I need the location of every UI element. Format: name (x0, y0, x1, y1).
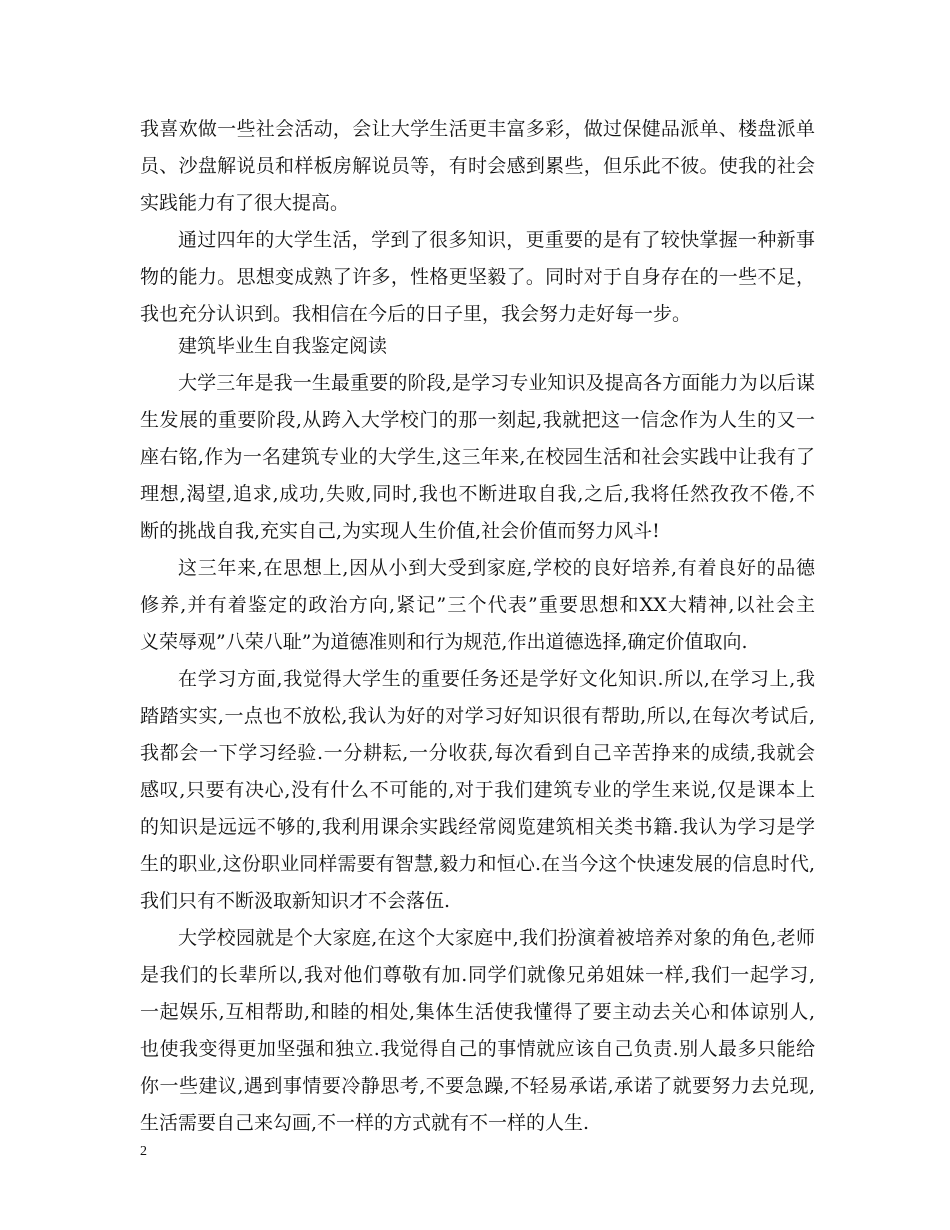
paragraph-line: 物的能力。思想变成熟了许多，性格更坚毅了。同时对于自身存在的一些不足， (140, 266, 815, 288)
paragraph-line: 我喜欢做一些社会活动，会让大学生活更丰富多彩，做过保健品派单、楼盘派单 (140, 118, 815, 140)
section-heading: 建筑毕业生自我鉴定阅读 (178, 335, 388, 357)
paragraph-line: 的知识是远远不够的,我利用课余实践经常阅览建筑相关类书籍.我认为学习是学 (140, 816, 815, 838)
paragraph-line: 你一些建议,遇到事情要冷静思考,不要急躁,不轻易承诺,承诺了就要努力去兑现, (140, 1075, 815, 1097)
paragraph-line: 我也充分认识到。我相信在今后的日子里，我会努力走好每一步。 (140, 303, 692, 325)
paragraph-line: 一起娱乐,互相帮助,和睦的相处,集体生活使我懂得了要主动去关心和体谅别人, (140, 1001, 815, 1023)
paragraph-line: 感叹,只要有决心,没有什么不可能的,对于我们建筑专业的学生来说,仅是课本上 (140, 779, 815, 801)
paragraph-line: 大学三年是我一生最重要的阶段,是学习专业知识及提高各方面能力为以后谋 (178, 372, 815, 394)
paragraph-line: 我都会一下学习经验.一分耕耘,一分收获,每次看到自己辛苦挣来的成绩,我就会 (140, 742, 815, 764)
paragraph-line: 我们只有不断汲取新知识才不会落伍. (140, 890, 451, 912)
paragraph-line: 踏踏实实,一点也不放松,我认为好的对学习好知识很有帮助,所以,在每次考试后, (140, 705, 815, 727)
paragraph-line: 断的挑战自我,充实自己,为实现人生价值,社会价值而努力风斗! (140, 520, 660, 542)
paragraph-line: 实践能力有了很大提高。 (140, 192, 350, 214)
paragraph-line: 这三年来,在思想上,因从小到大受到家庭,学校的良好培养,有着良好的品德 (178, 557, 815, 579)
paragraph-line: 生发展的重要阶段,从跨入大学校门的那一刻起,我就把这一信念作为人生的又一 (140, 409, 815, 431)
paragraph-line: 义荣辱观”八荣八耻”为道德准则和行为规范,作出道德选择,确定价值取向. (140, 631, 748, 653)
paragraph-line: 通过四年的大学生活，学到了很多知识，更重要的是有了较快掌握一种新事 (178, 229, 815, 251)
paragraph-line: 在学习方面,我觉得大学生的重要任务还是学好文化知识.所以,在学习上,我 (178, 668, 815, 690)
page-number: 2 (140, 1144, 147, 1159)
paragraph-line: 修养,并有着鉴定的政治方向,紧记”三个代表”重要思想和XX大精神,以社会主 (140, 594, 815, 616)
paragraph-line: 理想,渴望,追求,成功,失败,同时,我也不断进取自我,之后,我将任然孜孜不倦,不 (140, 483, 815, 505)
paragraph-line: 生活需要自己来勾画,不一样的方式就有不一样的人生. (140, 1112, 590, 1134)
paragraph-line: 生的职业,这份职业同样需要有智慧,毅力和恒心.在当今这个快速发展的信息时代, (140, 853, 815, 875)
paragraph-line: 员、沙盘解说员和样板房解说员等，有时会感到累些，但乐此不彼。使我的社会 (140, 155, 815, 177)
paragraph-line: 是我们的长辈所以,我对他们尊敬有加.同学们就像兄弟姐妹一样,我们一起学习, (140, 964, 815, 986)
paragraph-line: 座右铭,作为一名建筑专业的大学生,这三年来,在校园生活和社会实践中让我有了 (140, 446, 815, 468)
paragraph-line: 也使我变得更加坚强和独立.我觉得自己的事情就应该自己负责.别人最多只能给 (140, 1038, 815, 1060)
paragraph-line: 大学校园就是个大家庭,在这个大家庭中,我们扮演着被培养对象的角色,老师 (178, 927, 815, 949)
